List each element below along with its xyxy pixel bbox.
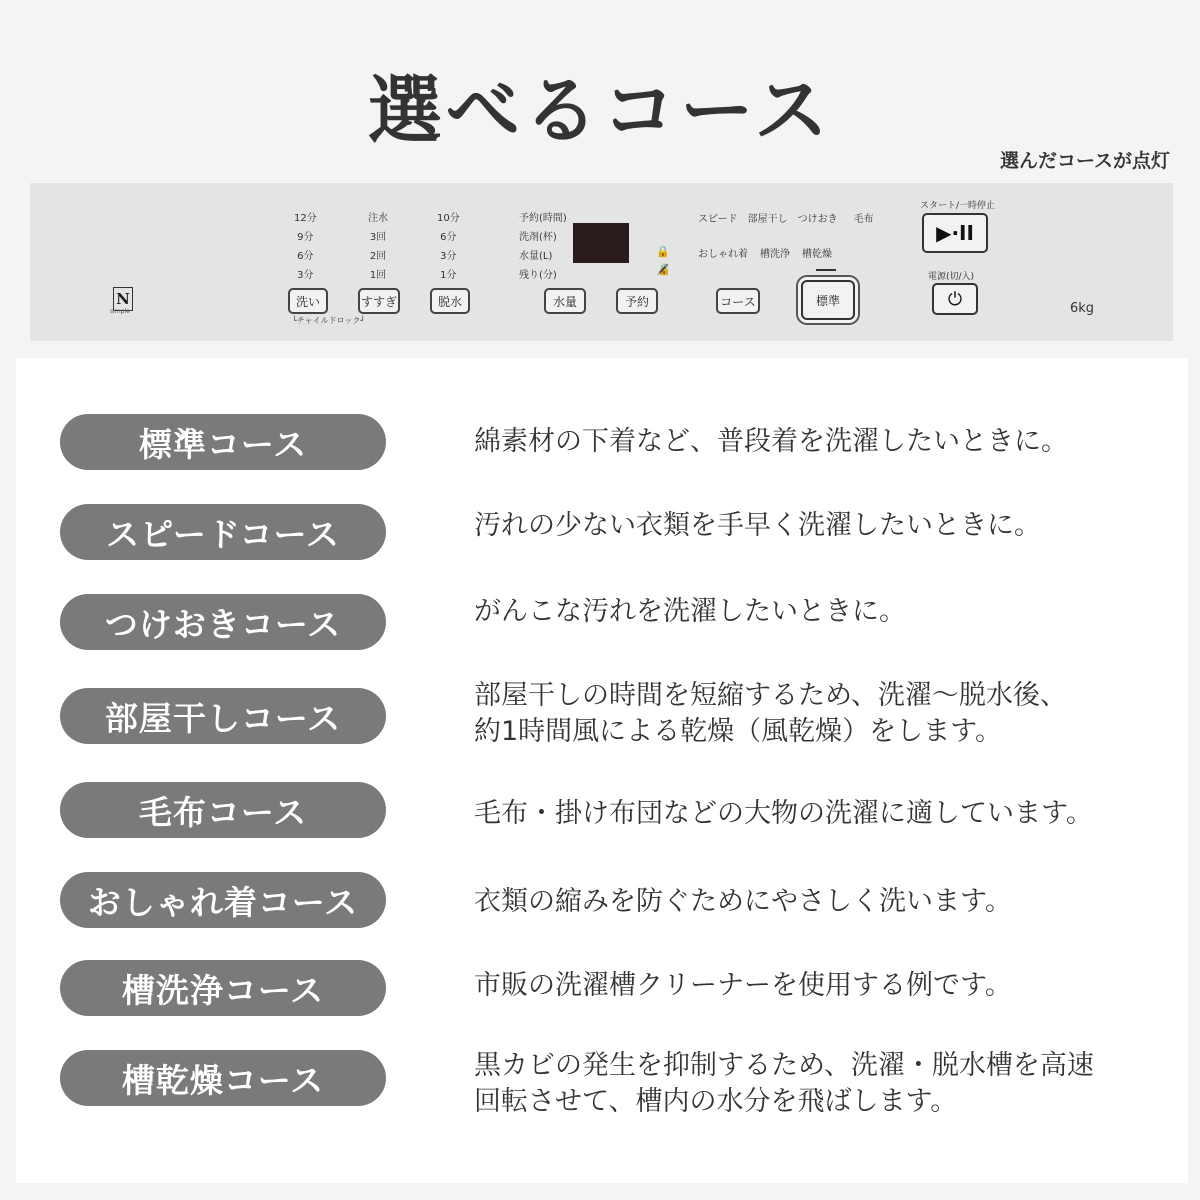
rinse-option: 1回 <box>369 270 387 281</box>
display-label: 予約(時間) <box>519 213 567 224</box>
spin-time-option: 3分 <box>440 251 457 262</box>
start-pause-button[interactable] <box>922 213 988 253</box>
brand-logo-sub: simple <box>110 308 130 315</box>
rinse-options <box>368 209 388 281</box>
reserve-button[interactable]: 予約 <box>616 288 658 314</box>
wash-time-option: 6分 <box>297 251 314 262</box>
course-name-badge: おしゃれ着コース <box>60 872 386 928</box>
play-pause-icon: ▶·II <box>936 221 974 245</box>
power-button[interactable] <box>932 283 978 315</box>
wash-time-option: 3分 <box>297 270 314 281</box>
start-pause-label: スタート/一時停止 <box>920 201 996 211</box>
course-lamp-sou-senjou: 槽洗浄 <box>760 249 790 260</box>
course-name-badge: 槽乾燥コース <box>60 1050 386 1106</box>
rinse-option: 2回 <box>369 251 387 262</box>
spin-button[interactable]: 脱水 <box>430 288 470 314</box>
spin-time-options <box>437 209 460 281</box>
child-lock-label: └チャイルドロック┘ <box>292 316 366 325</box>
wash-time-option: 9分 <box>297 232 314 243</box>
capacity-label: 6kg <box>1070 301 1095 316</box>
display-label: 洗剤(杯) <box>519 232 557 243</box>
standard-course-button[interactable]: 標準 <box>801 280 855 320</box>
wash-time-options <box>294 209 317 281</box>
course-name-badge: 槽洗浄コース <box>60 960 386 1016</box>
course-description: 毛布・掛け布団などの大物の洗濯に適しています。 <box>474 798 1093 829</box>
course-description: がんこな汚れを洗濯したいときに。 <box>474 596 906 627</box>
course-button[interactable]: コース <box>716 288 760 314</box>
display-labels <box>519 209 567 281</box>
rinse-option: 注水 <box>368 213 388 224</box>
course-lamp-speed: スピード <box>698 214 738 225</box>
course-name-badge: つけおきコース <box>60 594 386 650</box>
rinse-option: 3回 <box>369 232 387 243</box>
rinse-button[interactable]: すすぎ <box>358 288 400 314</box>
course-lamp-moufu: 毛布 <box>853 214 874 225</box>
course-name-badge: 部屋干しコース <box>60 688 386 744</box>
display-label: 残り(分) <box>519 270 557 281</box>
power-label: 電源(切/入) <box>928 272 975 282</box>
course-lamp-heyaboshi: 部屋干し <box>747 214 788 225</box>
course-lamp-row1 <box>698 210 874 225</box>
course-lamp-row2 <box>698 245 832 260</box>
key-lock-icon: 🔏 <box>656 263 670 276</box>
course-description: 綿素材の下着など、普段着を洗濯したいときに。 <box>474 426 1068 457</box>
water-level-button[interactable]: 水量 <box>544 288 586 314</box>
spin-time-option: 6分 <box>440 232 457 243</box>
standard-lamp-indicator <box>816 269 836 271</box>
course-lamp-tsukeoki: つけおき <box>797 214 838 225</box>
power-icon: ⏻ <box>947 288 963 310</box>
lit-course-note: 選んだコースが点灯 <box>999 150 1170 172</box>
control-panel <box>30 183 1173 341</box>
course-description: 黒カビの発生を抑制するため、洗濯・脱水槽を高速 回転させて、槽内の水分を飛ばします。 <box>474 1050 1094 1117</box>
display-label: 水量(L) <box>519 251 553 262</box>
course-name-badge: 毛布コース <box>60 782 386 838</box>
course-lamp-sou-kansou: 槽乾燥 <box>802 249 832 260</box>
course-description: 部屋干しの時間を短縮するため、洗濯～脱水後、 約1時間風による乾燥（風乾燥）をします。 <box>474 680 1067 747</box>
course-description: 市販の洗濯槽クリーナーを使用する例です。 <box>474 970 1012 1001</box>
spin-time-option: 1分 <box>440 270 457 281</box>
wash-time-option: 12分 <box>294 213 317 224</box>
brand-logo: N <box>113 287 133 311</box>
spin-time-option: 10分 <box>437 213 460 224</box>
course-description: 衣類の縮みを防ぐためにやさしく洗います。 <box>474 886 1012 917</box>
course-description: 汚れの少ない衣類を手早く洗濯したいときに。 <box>474 510 1041 541</box>
lock-icon: 🔒 <box>656 245 670 258</box>
course-name-badge: 標準コース <box>60 414 386 470</box>
course-name-badge: スピードコース <box>60 504 386 560</box>
digital-display <box>573 223 629 263</box>
page-title: 選べるコース <box>367 68 833 154</box>
course-list <box>16 358 1188 1183</box>
wash-button[interactable]: 洗い <box>288 288 328 314</box>
course-lamp-oshare: おしゃれ着 <box>698 249 748 260</box>
